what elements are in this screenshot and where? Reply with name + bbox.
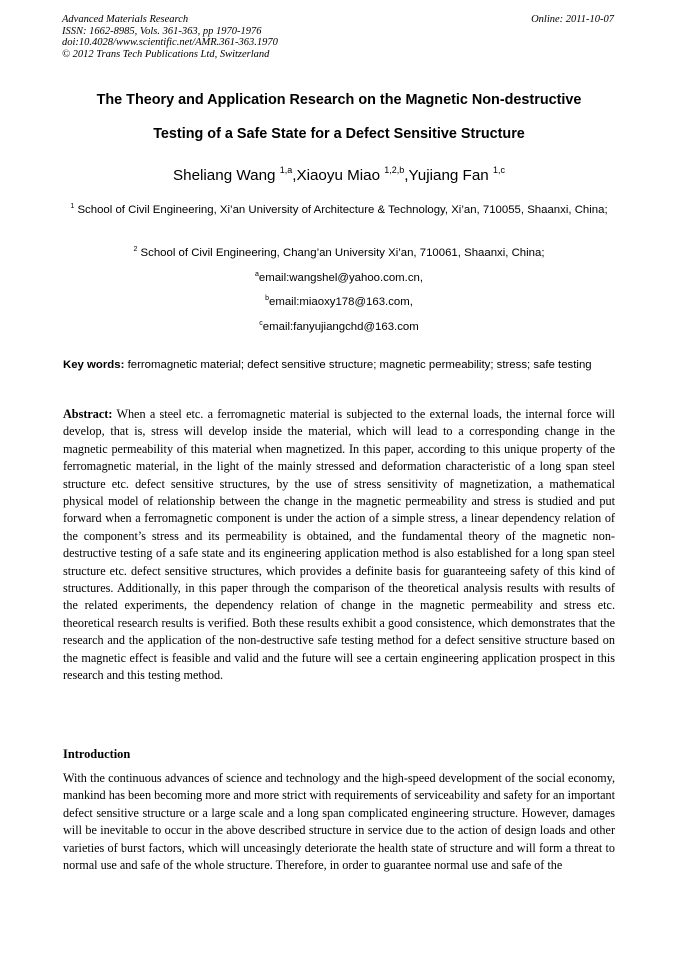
email-b (62, 293, 616, 311)
email-mark: b (265, 295, 269, 302)
journal-doi: doi:10.4028/www.scientific.net/AMR.361-363.1970 (62, 37, 278, 49)
affiliation-mark: 2 (133, 246, 138, 253)
email-text: email:miaoxy178@163.com, (269, 296, 413, 308)
affiliation-mark: 1 (70, 203, 75, 210)
abstract-label: Abstract: (63, 407, 113, 421)
abstract-text: When a steel etc. a ferromagnetic material is subjected to the external loads, the internal force will develop, that is, stress will develop inside the material, which will lead to a corresponding change in the magnetic permeability of this material when magnetized. In this paper, according to this unique property of the ferromagnetic material, in the light of the mainly stressed and deformation characteristic of a long span steel structure etc. defect sensitive structures, by the use of stress sensitivity of magnetization, a mathematical physical model of relationship between the change in the magnetic permeability and stress is studied and put forward when a ferromagnetic component is under the action of a simple stress, a linear dependency relation of the component’s stress and its permeability is obtained, and the fundamental theory of the magnetic non-destructive testing of a safe state and its engineering application method is also established for a long span steel structure etc. defect sensitive structures, which provides a definite basis for guaranteeing safety of this kind of structures. Additionally, in this paper through the comparison of the theoretical analysis results with results of the related experiments, the dependency relation of change in the magnetic permeability and stress etc. theoretical research results is verified. Both these results exhibit a good consistence, which demonstrates that the research and the application of the non-destructive safe testing method for a defect sensitive structure based on the magnetic effect is feasible and valid and the future will see a certain engineering application prospect in this research and this testing method. (63, 407, 615, 683)
journal-issn: ISSN: 1662-8985, Vols. 361-363, pp 1970-1976 (62, 25, 262, 37)
email-mark: a (254, 271, 259, 278)
keywords (63, 356, 615, 374)
journal-name: Advanced Materials Research (62, 14, 189, 25)
email-text: email:fanyujiangchd@163.com (262, 321, 419, 333)
affiliation-text: School of Civil Engineering, Chang’an University Xi’an, 710061, Shaanxi, China; (137, 247, 545, 259)
online-date: Online: 2011-10-07 (531, 14, 614, 25)
author-name: Xiaoyu Miao (296, 167, 385, 184)
introduction-paragraph: With the continuous advances of science and technology and the high-speed development of the social economy, mankind has been becoming more and more strict with requirements of serviceability and safety for an important defect sensitive structure or a large scale and a long span complicated engineering structure. However, damages will be inevitable to occur in the above described structure in service due to the action of design loads and other varieties of burst factors, which will unceasingly deteriorate the health state of structure and will form a threat to normal use and safe of the whole structure. Therefore, in order to guarantee normal use and safe of the (63, 771, 615, 873)
author-separator: , (292, 167, 297, 184)
journal-copyright: © 2012 Trans Tech Publications Ltd, Switzerland (62, 48, 270, 60)
journal-header (62, 14, 278, 60)
paper-title-line-2: Testing of a Safe State for a Defect Sensitive Structure (153, 126, 525, 142)
author-list (58, 166, 620, 185)
email-mark: c (259, 320, 263, 327)
author-name: Sheliang Wang (173, 167, 280, 184)
affiliation-text: School of Civil Engineering, Xi’an University of Architecture & Technology, Xi’an, 710055, Shaanxi, China; (74, 204, 608, 216)
author-name: Yujiang Fan (408, 167, 493, 184)
affiliation-2 (62, 244, 616, 262)
paper-title-line-1: The Theory and Application Research on the Magnetic Non-destructive (96, 92, 582, 108)
abstract (63, 406, 615, 685)
author-affiliation-mark: 1,c (492, 165, 505, 175)
author-affiliation-mark: 1,a (279, 165, 293, 175)
email-c (62, 318, 616, 336)
email-a (62, 269, 616, 287)
affiliation-1 (62, 201, 616, 219)
section-heading-introduction: Introduction (63, 747, 131, 761)
author-affiliation-mark: 1,2,b (384, 165, 405, 175)
email-text: email:wangshel@yahoo.com.cn, (258, 272, 424, 284)
keywords-label: Key words: (63, 359, 125, 371)
author-separator: , (404, 167, 409, 184)
keywords-text: ferromagnetic material; defect sensitive structure; magnetic permeability; stress; safe testing (124, 359, 592, 371)
